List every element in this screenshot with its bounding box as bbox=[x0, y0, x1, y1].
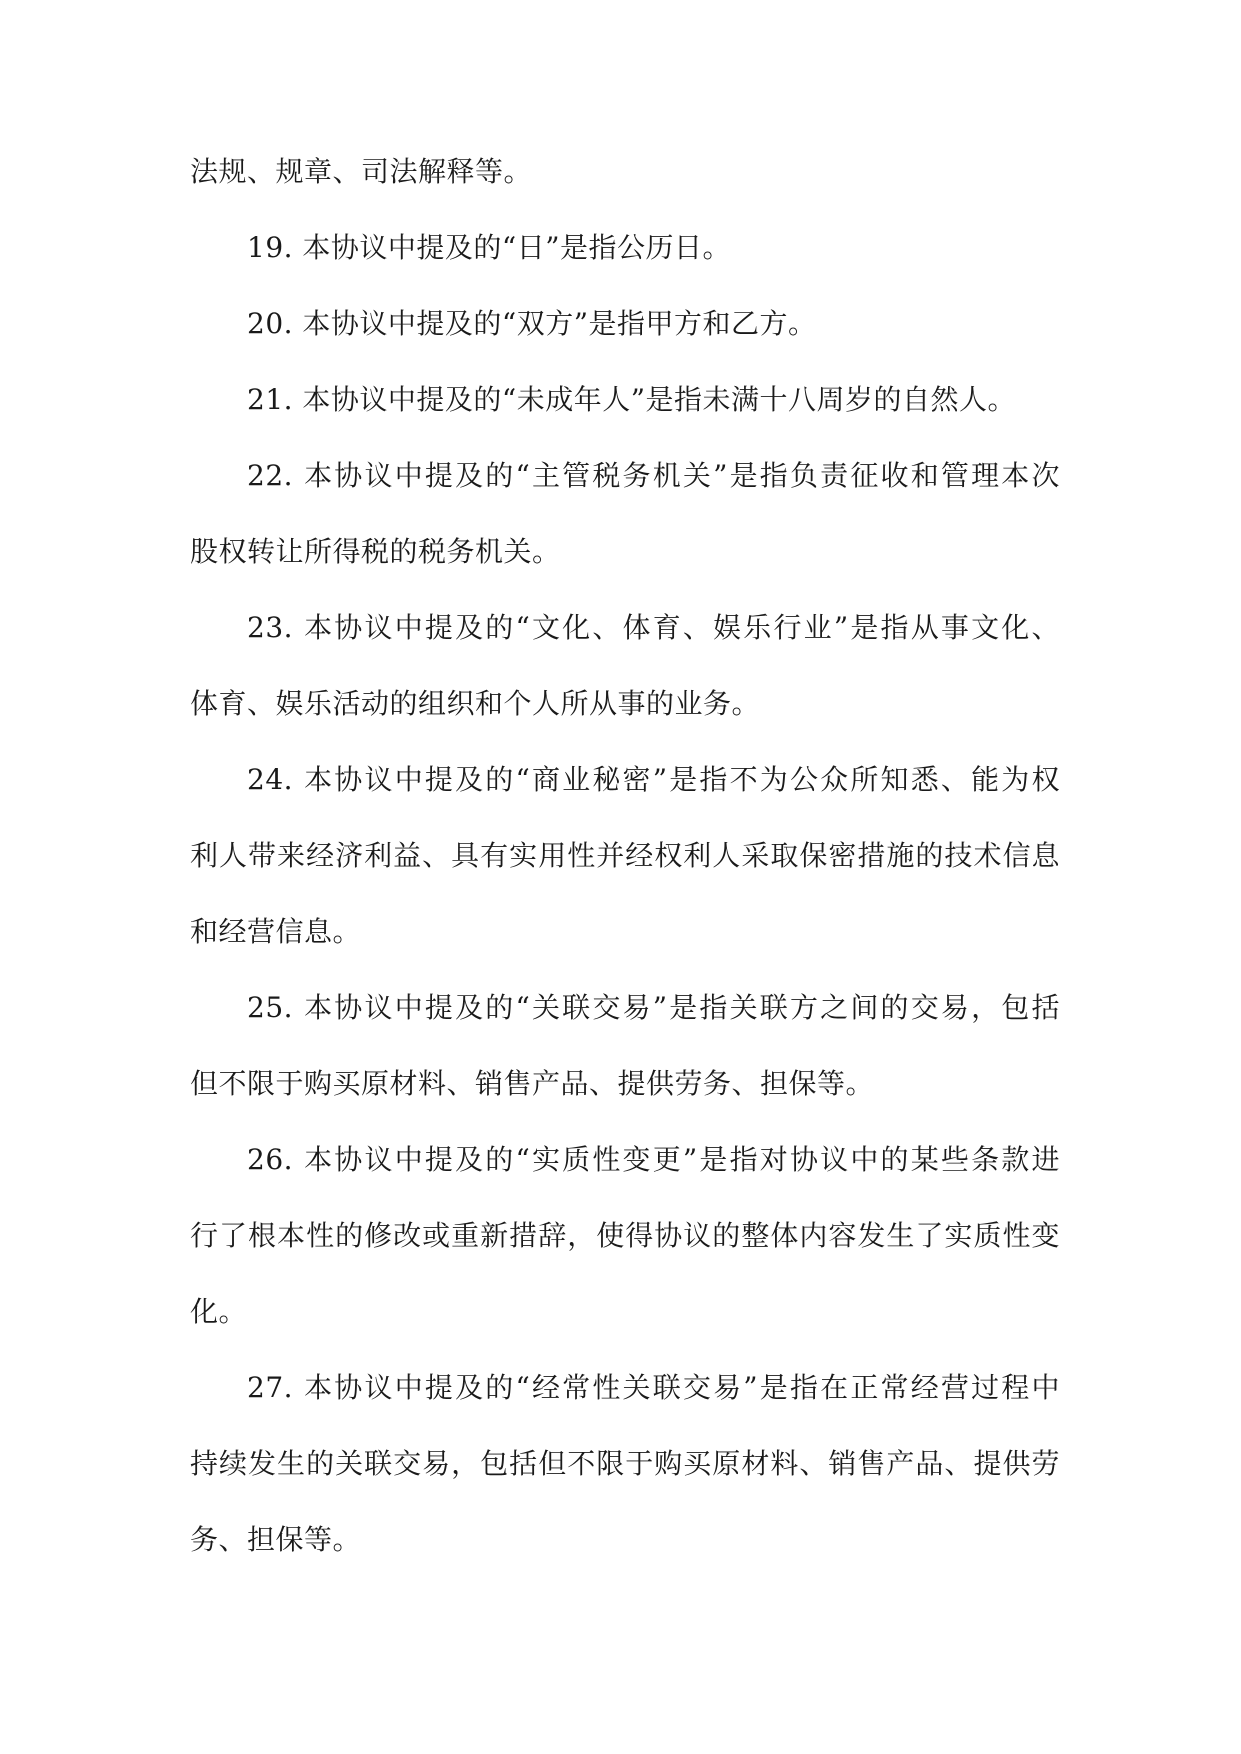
text-line: 化。 bbox=[190, 1295, 248, 1328]
clause-19: 19. 本协议中提及的“日”是指公历日。 bbox=[247, 231, 732, 264]
clause-21: 21. 本协议中提及的“未成年人”是指未满十八周岁的自然人。 bbox=[247, 383, 1017, 416]
clause-22: 22. 本协议中提及的“主管税务机关”是指负责征收和管理本次 bbox=[247, 459, 1060, 492]
clause-24: 24. 本协议中提及的“商业秘密”是指不为公众所知悉、能为权 bbox=[247, 763, 1060, 796]
text-line: 和经营信息。 bbox=[190, 915, 362, 948]
text-line: 务、担保等。 bbox=[190, 1523, 362, 1556]
clause-20: 20. 本协议中提及的“双方”是指甲方和乙方。 bbox=[247, 307, 817, 340]
clause-25: 25. 本协议中提及的“关联交易”是指关联方之间的交易，包括 bbox=[247, 991, 1060, 1024]
text-line: 体育、娱乐活动的组织和个人所从事的业务。 bbox=[190, 687, 761, 720]
clause-26: 26. 本协议中提及的“实质性变更”是指对协议中的某些条款进 bbox=[247, 1143, 1060, 1176]
text-line: 利人带来经济利益、具有实用性并经权利人采取保密措施的技术信息 bbox=[190, 839, 1060, 872]
text-line: 股权转让所得税的税务机关。 bbox=[190, 535, 561, 568]
text-line: 但不限于购买原材料、销售产品、提供劳务、担保等。 bbox=[190, 1067, 875, 1100]
text-line: 法规、规章、司法解释等。 bbox=[190, 155, 533, 188]
clause-23: 23. 本协议中提及的“文化、体育、娱乐行业”是指从事文化、 bbox=[247, 611, 1060, 644]
text-line: 持续发生的关联交易，包括但不限于购买原材料、销售产品、提供劳 bbox=[190, 1447, 1060, 1480]
clause-27: 27. 本协议中提及的“经常性关联交易”是指在正常经营过程中 bbox=[247, 1371, 1060, 1404]
text-line: 行了根本性的修改或重新措辞，使得协议的整体内容发生了实质性变 bbox=[190, 1219, 1060, 1252]
